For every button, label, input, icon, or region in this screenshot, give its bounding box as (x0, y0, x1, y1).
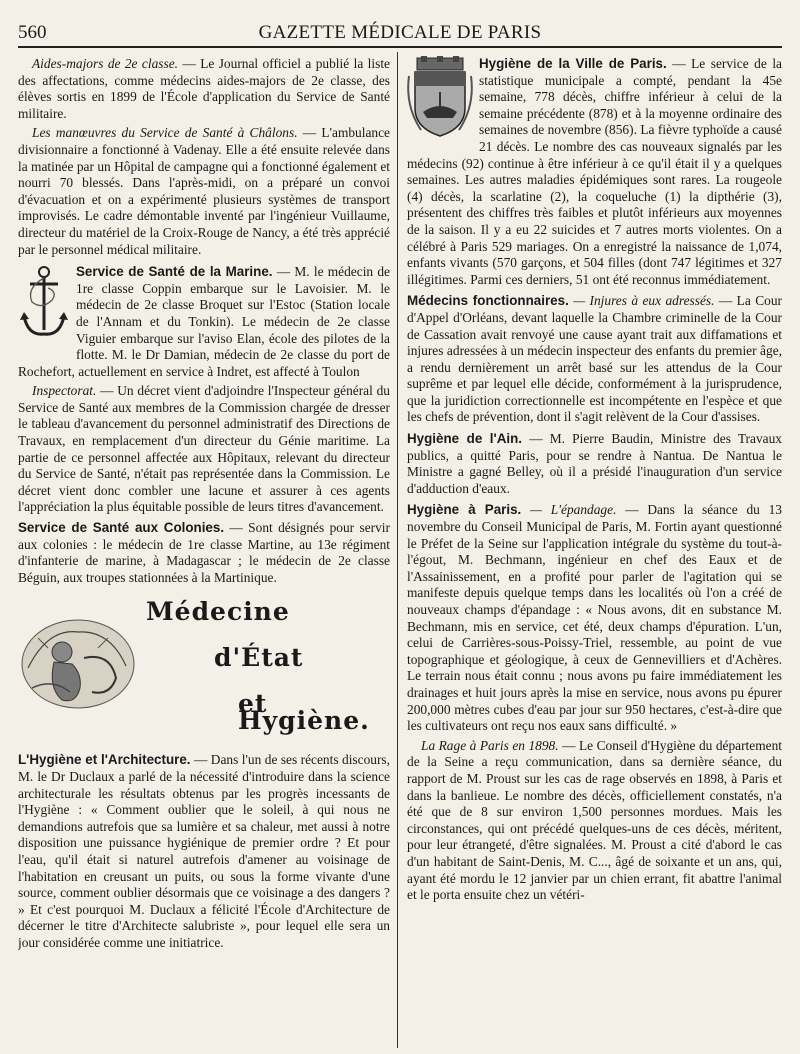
article-text: — Le Journal officiel a publié la liste des affectations, comme médecins aides-majors de 2e classe, des élèves sortis en 1899 de l'École d'application du Service de Santé militaire. (18, 56, 390, 121)
article-text: — Dans l'un de ses récents discours, M. le Dr Duclaux a parlé de la nécessité d'introduire dans la science architecturale les résultats obtenus par les progrès incessants de l'Hygiène : « Comment oublier que le soleil, à qui nous ne demandions autrefois que sa lumière et sa chaleur, met aussi à notre disposition une puissance hygiénique de premier ordre ? Et pour l'eau, qu'il était si naturel autrefois d'amener au voisinage de l'habitation en creusant un puits, ou sous la forme vivante d'une source, comment oublier désormais que ce voisinage a des dangers ? » Et c'est pourquoi M. Duclaux a félicité l'École d'Architecture de décerner le titre d'Architecte salubriste », pour lequel elle sera un jour considérée comme une initiatrice. (18, 752, 390, 950)
page-header (18, 18, 782, 48)
article-text: — La Cour d'Appel d'Orléans, devant laquelle la Chambre criminelle de la Cour de Cassation avait renvoyé une cause ayant trait aux diffamations et injures adressées à un médecin inspecteur des enfants du premier âge, a rendu dernièrement un arrêt basé sur les attendus de la Cour suprême et par lequel elle décide, conformément à la jurisprudence, que la juridiction correctionnelle est incompétente en l'espèce et que les chefs de prévention, dont il s'agit relèvent de la Cour d'assises. (407, 293, 782, 425)
article-colonies (18, 520, 390, 586)
article-heading: La Rage à Paris en 1898. (421, 737, 559, 753)
banner-title-line2: d'État (214, 643, 304, 673)
article-marine (18, 264, 390, 380)
paris-coat-of-arms-icon (407, 56, 473, 147)
article-ain (407, 431, 782, 497)
section-heading-colonies: Service de Santé aux Colonies. (18, 520, 225, 536)
article-text: — Le Conseil d'Hygiène du département de la Seine a reçu communication, dans sa dernière séance, du rapport de M. Proust sur les cas de rage observés en 1898, à Paris et dans la banlieue. Le nombre des décès, officiellement constatés, n'a été que de 8 sur environ 1,500 personnes mordues. Mais les circonstances, qui ont précédé quelques-uns de ces décès, méritent, pour leur étrangeté, d'être signalées. M. Proust a cité d'abord le cas d'un habitant de Saint-Denis, M. C..., âgé de soixante et un ans, qui, ayant été mordu le 12 janvier par un chien errant, fit abattre l'animal et le porta ensuite chez un vétéri- (407, 737, 782, 903)
article-heading: Les manœuvres du Service de Santé à Châlons. (32, 125, 298, 141)
article-text: — Sont désignés pour servir aux colonies : le médecin de 1re classe Martine, au 13e régiment d'infanterie de marine, à Madagascar ; le médecin de 2e classe Béguin, aux troupes stationnées à la Martinique. (18, 520, 390, 585)
article-aides-majors (18, 56, 390, 122)
article-architecture (18, 752, 390, 951)
section-heading-ville: Hygiène de la Ville de Paris. (479, 56, 667, 71)
journal-title: GAZETTE MÉDICALE DE PARIS (258, 22, 542, 43)
banner-title-line3: et Hygiène. (238, 689, 370, 735)
article-heading: Aides-majors de 2e classe. (32, 56, 178, 71)
article-text: — M. le médecin de 1re classe Coppin embarque sur le Lavoisier. M. le médecin de 2e classe Broquet sur l'Estoc (Station locale de l'Annam et du Tonkin). Le médecin de 2e classe Viguier embarque sur l'aviso Elan, école des pilotes de la flotte. M. le Dr Damian, médecin de 2e classe du port de Rochefort, actuellement en service à Indret, est affecté à Toulon (18, 264, 390, 379)
article-heading: Inspectorat. (32, 383, 97, 399)
page-number: 560 (18, 22, 47, 43)
section-heading-marine: Service de Santé de la Marine. (76, 264, 273, 280)
section-subheading: — Injures à eux adressés. (568, 293, 715, 309)
article-rage (407, 738, 782, 904)
article-text: — Le service de la statistique municipale a compté, pendant la 45e semaine, 778 décès, chiffre inférieur à celui de la semaine précédente (878) et à la moyenne ordinaire des semaines de novembre (856). La fièvre typhoïde a causé 21 décès. Le nombre des cas nouveaux signalés par les médecins (92) continue à être inférieur à ce qu'il était il y a quelques semaines. Les autres maladies épidémiques sont rares. La rougeole (4) décès, la scarlatine (2), la coqueluche (1) la dipthérie (3), présentent des chiffres très faibles et plutôt inférieurs aux moyennes de la saison. Il y a eu 22 suicides et 7 autres morts violentes. On a célébré à Paris 529 mariages. On a enregistré la naissance de 1,074, enfants vivants (570 garçons, et 504 filles (dont 747 légitimes et 327 illégitimes. Parmi ces derniers, 51 ont été reconnus immédiatement. (407, 56, 782, 287)
left-column (18, 56, 390, 1046)
article-text: — M. Pierre Baudin, Ministre des Travaux publics, a quitté Paris, pour se rendre à Nantua. De Nantua le Ministre a gagné Belley, où il a présidé l'inauguration d'un service d'adduction d'eaux. (407, 431, 782, 496)
article-paris-epandage (407, 502, 782, 734)
section-heading-paris: Hygiène à Paris. (407, 502, 522, 518)
column-divider (397, 52, 398, 1048)
article-text: — Dans la séance du 13 novembre du Conseil Municipal de Paris, M. Fortin ayant questionné le Préfet de la Seine sur l'application intégrale du système du tout-à-l'égout, M. Bechmann, ingénieur en chef des Eaux et de l'Assainissement, en a profité pour parler de l'agitation qui se manifeste depuis quelque temps dans les localités où l'on a créé de nouveaux champs d'épandage : « Nous avons, dit en substance M. Bechmann, mis en service, cet été, deux champs d'épuration. L'un, celui de Carrières-sous-Poissy-Triel, ressemble, au point de vue topographique et géologique, à ceux de Gennevilliers et d'Achères. Le terrain nous était connu ; nous avons pu faire immédiatement les drainages et huit jours après la mise en service, nous avons pu épurer 200,000 mètres cubes d'eau par jour sur 950 hectares, c'est-à-dire que les cultivateurs ont reçu nos eaux sans difficulté. » (407, 502, 782, 734)
article-inspectorat (18, 383, 390, 516)
section-subheading: — L'épandage. (521, 502, 617, 518)
right-column (407, 56, 782, 1046)
article-text: — L'ambulance divisionnaire a fonctionné à Vadenay. Elle a été ensuite relevée dans la matinée par un Hôpital de campagne qui a fonctionné également et nourri 70 blessés. Dans l'après-midi, on a préparé un convoi d'évacuation et on a expérimenté plusieurs systèmes de transport improvisés. Le cadre démontable inventé par l'ingénieur Vuillaume, directeur du matériel de la Croix-Rouge de Nancy, a été très apprécié par le personnel médical militaire. (18, 125, 390, 257)
banner-title-line1: Médecine (146, 597, 290, 627)
article-ville-paris (407, 56, 782, 288)
anchor-emblem-icon (18, 264, 70, 347)
article-fonctionnaires (407, 293, 782, 426)
section-heading-architecture: L'Hygiène et l'Architecture. (18, 752, 191, 768)
medicine-allegory-illustration (18, 608, 138, 716)
section-heading-ain: Hygiène de l'Ain. (407, 431, 523, 447)
article-text: — Un décret vient d'adjoindre l'Inspecteur général du Service de Santé aux membres de la Commission chargée de dresser le tableau d'avancement du personnel administratif des Directions de Travaux, en remplacement d'un directeur du Génie maritime. La partie de ce personnel affectée aux Hôpitaux, relevant du directeur du Service de Santé, n'était pas représentée dans la Commission. Le décret vient donc combler une lacune et assurer à ces agents l'appréciation la plus équitable possible de leurs titres d'avancement. (18, 383, 390, 515)
article-manoeuvres (18, 125, 390, 258)
section-banner (18, 594, 390, 742)
section-heading-fonctionnaires: Médecins fonctionnaires. (407, 293, 569, 309)
